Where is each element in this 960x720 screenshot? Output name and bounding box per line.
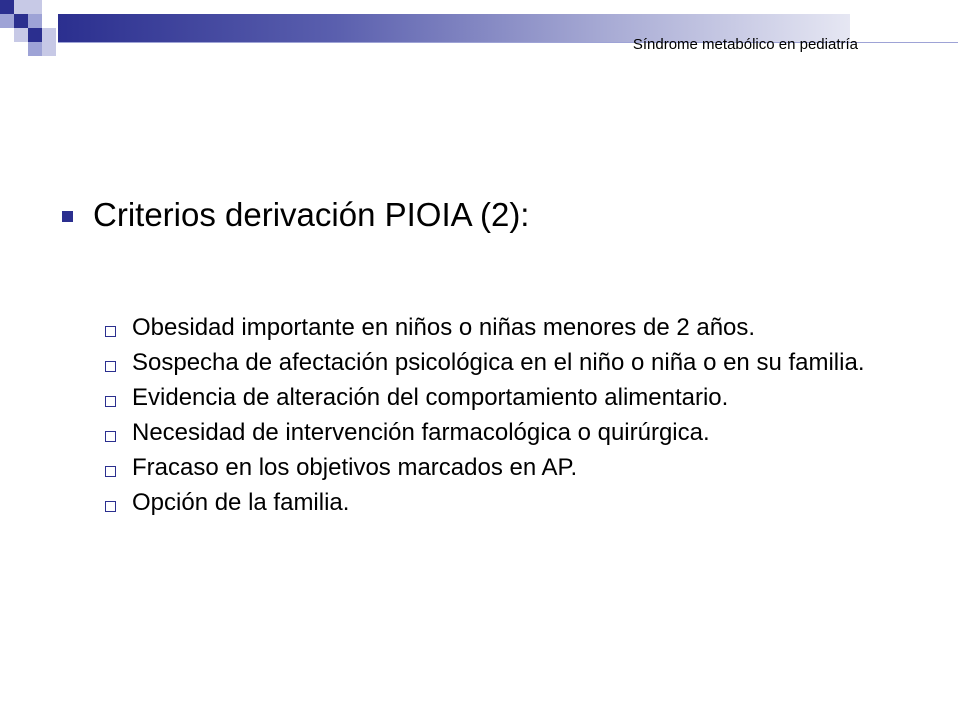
hollow-square-bullet-icon	[105, 431, 116, 442]
hollow-square-bullet-icon	[105, 396, 116, 407]
slide-header-title: Síndrome metabólico en pediatría	[632, 36, 858, 53]
list-item	[105, 418, 895, 447]
decorative-square	[0, 14, 14, 28]
list-item-text: Obesidad importante en niños o niñas menores de 2 años.	[132, 314, 756, 341]
bullet-square-icon	[62, 211, 73, 222]
list-item	[105, 383, 895, 412]
decorative-square	[42, 28, 56, 42]
main-bullet	[62, 195, 862, 235]
hollow-square-bullet-icon	[105, 466, 116, 477]
decorative-square	[28, 42, 42, 56]
list-item-text: Evidencia de alteración del comportamiento alimentario.	[132, 384, 729, 411]
list-item-text: Opción de la familia.	[132, 489, 350, 516]
list-item	[105, 348, 895, 377]
decorative-square	[14, 0, 42, 14]
criteria-list	[105, 313, 895, 523]
list-item	[105, 313, 895, 342]
list-item-text: Fracaso en los objetivos marcados en AP.	[132, 454, 578, 481]
list-item	[105, 453, 895, 482]
hollow-square-bullet-icon	[105, 326, 116, 337]
hollow-square-bullet-icon	[105, 361, 116, 372]
decorative-square	[0, 0, 14, 14]
hollow-square-bullet-icon	[105, 501, 116, 512]
decorative-square	[14, 14, 28, 28]
slide-heading: Criterios derivación PIOIA (2):	[93, 196, 530, 233]
list-item-text: Sospecha de afectación psicológica en el niño o niña o en su familia.	[132, 349, 865, 376]
decorative-square	[14, 28, 28, 42]
decorative-square	[28, 14, 42, 28]
list-item-text: Necesidad de intervención farmacológica o quirúrgica.	[132, 419, 710, 446]
list-item	[105, 488, 895, 517]
decorative-square	[42, 42, 56, 56]
decorative-square	[28, 28, 42, 42]
